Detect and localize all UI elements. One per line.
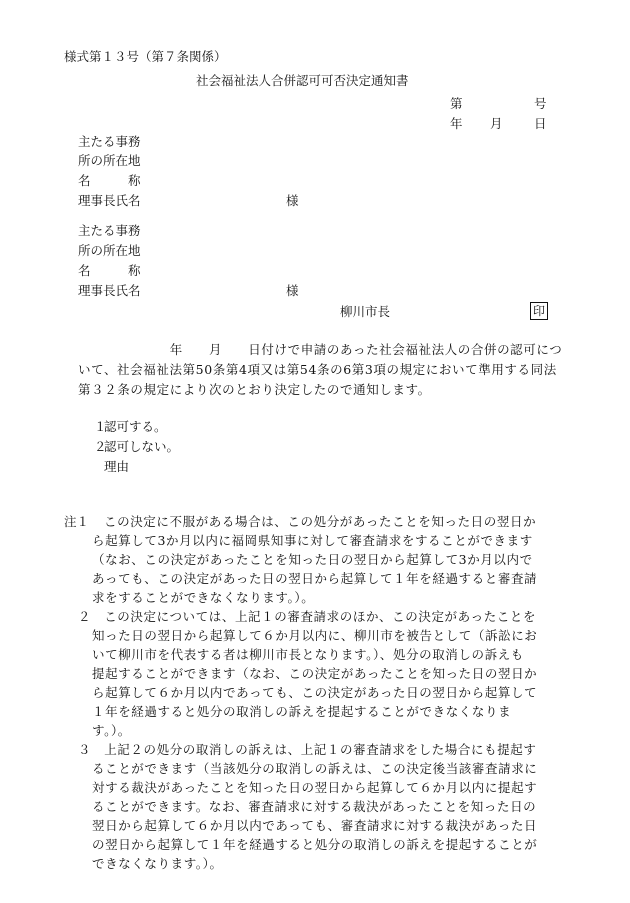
date-year: 年	[450, 116, 463, 131]
seal-box: 印	[530, 302, 548, 320]
note-line: ３ 上記２の処分の取消しの訴えは、上記１の審査請求をした場合にも提起す	[78, 742, 537, 757]
option-number: １	[94, 419, 107, 434]
body-line-2: いて、社会福祉法第50条第4項又は第54条の6第3項の規定において準用する同法	[78, 362, 557, 377]
reason-label: 理由	[104, 459, 130, 474]
note-line: あっても、この決定があった日の翌日から起算して１年を経過すると審査請	[92, 571, 538, 586]
chairman-label: 理事長氏名	[78, 283, 141, 298]
notes-label: 注１	[64, 514, 90, 529]
document-title: 社会福祉法人合併認可可否決定通知書	[196, 73, 409, 88]
name-label: 名 称	[78, 173, 141, 188]
note-line: いて柳川市を代表する者は柳川市長となります。）、処分の取消しの訴えも	[92, 647, 524, 662]
note-line: 翌日から起算して６か月以内であっても、審査請求に対する裁決があった日	[92, 818, 538, 833]
note-line: ら起算して６か月以内であっても、この決定があった日の翌日から起算して	[92, 685, 538, 700]
doc-number-suffix: 号	[534, 96, 547, 111]
note-line: 知った日の翌日から起算して６か月以内に、柳川市を被告として（訴訟にお	[92, 628, 538, 643]
form-number-header: 様式第１３号（第７条関係）	[64, 49, 227, 64]
body-line-3: 第３２条の規定により次のとおり決定したので通知します。	[78, 382, 431, 397]
note-line: ら起算して3か月以内に福岡県知事に対して審査請求をすることができます	[92, 533, 533, 548]
date-month: 月	[490, 116, 503, 131]
office-label-line2: 所の所在地	[78, 243, 141, 258]
honorific: 様	[286, 283, 299, 298]
note-line: １年を経過すると処分の取消しの訴えを提起することができなくなりま	[92, 704, 512, 719]
office-label-line1: 主たる事務	[78, 223, 141, 238]
note-line: この決定に不服がある場合は、この処分があったことを知った日の翌日か	[104, 514, 537, 529]
note-line: 提起することができます（なお、この決定があったことを知った日の翌日か	[92, 666, 538, 681]
note-line: ることができます。なお、審査請求に対する裁決があったことを知った日の	[92, 799, 537, 814]
chairman-label: 理事長氏名	[78, 193, 141, 208]
name-label: 名 称	[78, 263, 141, 278]
date-day: 日	[534, 116, 547, 131]
seal-mark	[530, 302, 548, 320]
office-label-line1: 主たる事務	[78, 134, 141, 149]
note-line: ることができます（当該処分の取消しの訴えは、この決定後当該審査請求に	[92, 761, 538, 776]
note-line: の翌日から起算して１年を経過すると処分の取消しの訴えを提起することが	[92, 837, 538, 852]
doc-number-prefix: 第	[450, 96, 463, 111]
sender-name: 柳川市長	[340, 304, 391, 319]
option-deny: 認可しない。	[104, 439, 180, 454]
note-line: （なお、この決定があったことを知った日の翌日から起算して3か月以内で	[92, 552, 533, 567]
option-number: ２	[94, 439, 107, 454]
option-approve: 認可する。	[104, 419, 167, 434]
note-line: ２ この決定については、上記１の審査請求のほか、この決定があったことを	[78, 609, 537, 624]
honorific: 様	[286, 193, 299, 208]
note-line: す。）。	[92, 723, 131, 738]
note-line: 対する裁決があったことを知った日の翌日から起算して６か月以内に提起す	[92, 780, 538, 795]
note-line: 求をすることができなくなります。）。	[92, 590, 315, 605]
note-line: できなくなります。）。	[92, 856, 223, 871]
office-label-line2: 所の所在地	[78, 153, 141, 168]
body-line-1: 年 月 日付けで申請のあった社会福祉法人の合併の認可につ	[78, 342, 563, 357]
